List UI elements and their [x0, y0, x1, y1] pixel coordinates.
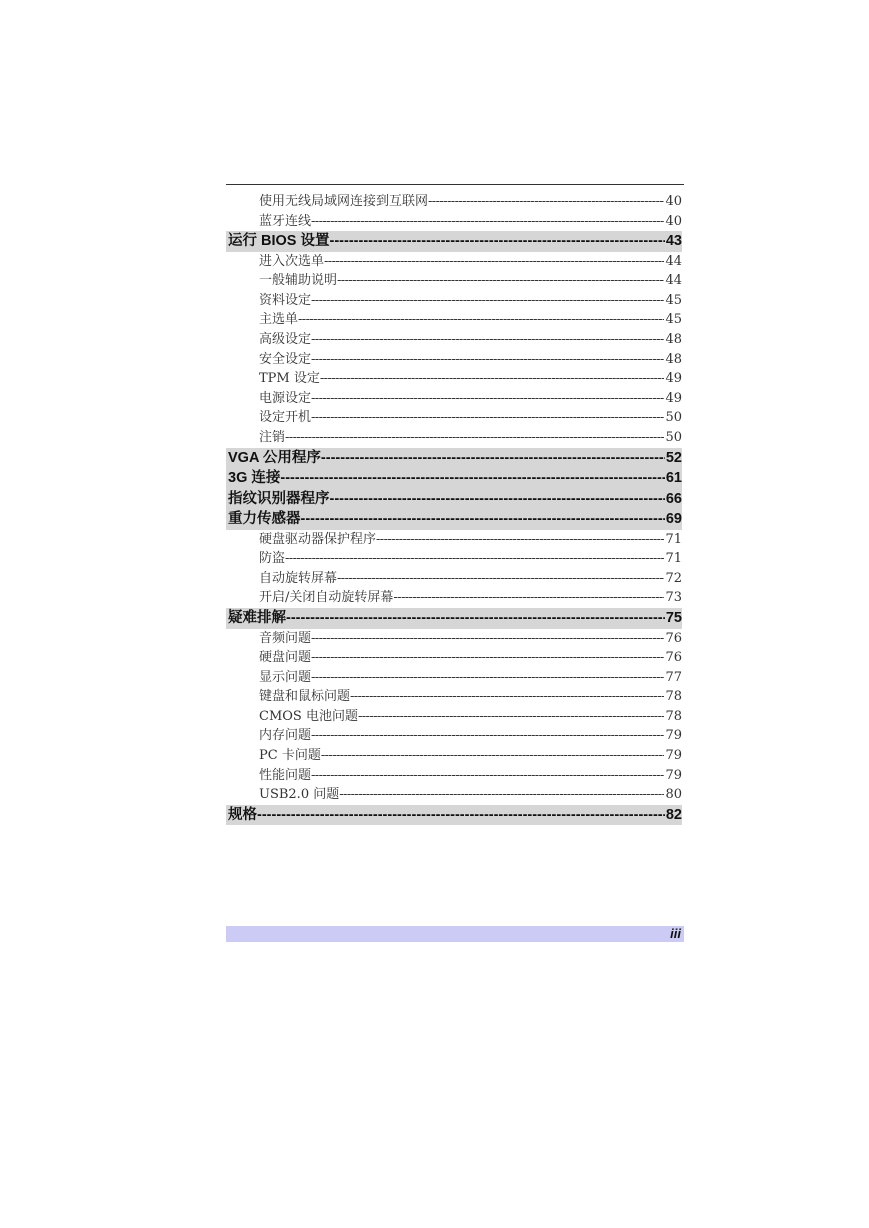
toc-entry-page-number: 78: [665, 708, 682, 724]
toc-entry-label: 硬盘驱动器保护程序: [259, 531, 377, 547]
toc-section-entry[interactable]: [226, 530, 682, 550]
toc-entry-label: 一般辅助说明: [259, 273, 338, 289]
toc-entry-page-number: 49: [665, 371, 682, 387]
table-of-contents: [226, 192, 682, 825]
toc-dot-leader: [285, 549, 664, 569]
toc-dot-leader: [298, 310, 664, 330]
toc-entry-page-number: 40: [665, 213, 682, 229]
toc-dot-leader: [311, 330, 664, 350]
toc-entry-page-number: 44: [665, 273, 682, 289]
toc-entry-page-number: 71: [665, 551, 682, 567]
toc-dot-leader: [321, 448, 665, 469]
toc-dot-leader: [321, 746, 665, 766]
toc-dot-leader: [376, 530, 664, 550]
toc-entry-page-number: 44: [665, 253, 682, 269]
toc-section-entry[interactable]: [226, 726, 682, 746]
toc-entry-label: 显示问题: [259, 669, 312, 685]
toc-dot-leader: [350, 687, 664, 707]
toc-dot-leader: [358, 707, 664, 727]
toc-section-entry[interactable]: [226, 687, 682, 707]
toc-section-entry[interactable]: [226, 408, 682, 428]
toc-entry-page-number: 52: [665, 449, 682, 466]
toc-section-entry[interactable]: [226, 588, 682, 608]
toc-dot-leader: [339, 785, 664, 805]
toc-entry-page-number: 45: [665, 292, 682, 308]
toc-entry-page-number: 49: [665, 390, 682, 406]
toc-section-entry[interactable]: [226, 271, 682, 291]
toc-dot-leader: [311, 389, 664, 409]
toc-entry-label: 指纹识别器程序: [228, 490, 330, 507]
toc-dot-leader: [311, 726, 664, 746]
toc-entry-page-number: 75: [665, 610, 682, 626]
toc-entry-page-number: 79: [665, 728, 682, 744]
toc-section-entry[interactable]: [226, 746, 682, 766]
toc-chapter-entry[interactable]: [226, 468, 682, 489]
toc-dot-leader: [311, 629, 664, 649]
toc-dot-leader: [286, 608, 665, 629]
toc-entry-page-number: 79: [665, 767, 682, 783]
toc-entry-label: VGA 公用程序: [228, 449, 321, 466]
toc-section-entry[interactable]: [226, 310, 682, 330]
toc-chapter-entry[interactable]: [226, 231, 682, 252]
toc-dot-leader: [337, 569, 664, 589]
toc-dot-leader: [311, 668, 664, 688]
toc-section-entry[interactable]: [226, 389, 682, 409]
toc-dot-leader: [330, 489, 665, 510]
toc-entry-page-number: 61: [665, 470, 682, 487]
toc-entry-page-number: 43: [665, 233, 682, 250]
toc-entry-label: 硬盘问题: [259, 650, 312, 666]
toc-entry-page-number: 48: [665, 332, 682, 348]
toc-entry-label: 自动旋转屏幕: [259, 570, 338, 586]
toc-entry-page-number: 72: [665, 570, 682, 586]
toc-dot-leader: [311, 408, 664, 428]
toc-entry-label: 蓝牙连线: [259, 213, 312, 229]
toc-entry-label: 电源设定: [259, 390, 312, 406]
toc-entry-label: 性能问题: [259, 767, 312, 783]
toc-dot-leader: [285, 428, 664, 448]
toc-dot-leader: [280, 468, 664, 489]
toc-section-entry[interactable]: [226, 707, 682, 727]
toc-section-entry[interactable]: [226, 648, 682, 668]
toc-chapter-entry[interactable]: [226, 509, 682, 530]
toc-chapter-entry[interactable]: [226, 489, 682, 510]
toc-entry-label: PC 卡问题: [259, 748, 321, 764]
toc-entry-label: 内存问题: [259, 728, 312, 744]
toc-section-entry[interactable]: [226, 212, 682, 232]
toc-entry-label: 重力传感器: [228, 511, 301, 528]
toc-section-entry[interactable]: [226, 330, 682, 350]
toc-section-entry[interactable]: [226, 252, 682, 272]
toc-entry-page-number: 48: [665, 351, 682, 367]
toc-entry-page-number: 76: [665, 650, 682, 666]
toc-entry-page-number: 78: [665, 689, 682, 705]
toc-chapter-entry[interactable]: [226, 805, 682, 826]
toc-entry-page-number: 80: [665, 787, 682, 803]
toc-entry-page-number: 66: [665, 490, 682, 507]
toc-chapter-entry[interactable]: [226, 608, 682, 629]
toc-entry-label: TPM 设定: [259, 371, 320, 387]
toc-section-entry[interactable]: [226, 369, 682, 389]
toc-section-entry[interactable]: [226, 785, 682, 805]
toc-section-entry[interactable]: [226, 428, 682, 448]
toc-section-entry[interactable]: [226, 350, 682, 370]
toc-dot-leader: [324, 252, 664, 272]
toc-entry-page-number: 45: [665, 312, 682, 328]
toc-entry-page-number: 50: [665, 410, 682, 426]
footer-bar: [226, 926, 684, 942]
toc-dot-leader: [311, 766, 664, 786]
toc-entry-label: 3G 连接: [228, 470, 281, 487]
toc-entry-label: 进入次选单: [259, 253, 325, 269]
toc-entry-label: 设定开机: [259, 410, 312, 426]
toc-section-entry[interactable]: [226, 549, 682, 569]
toc-section-entry[interactable]: [226, 766, 682, 786]
toc-entry-label: 开启/关闭自动旋转屏幕: [259, 590, 394, 606]
toc-dot-leader: [311, 648, 664, 668]
toc-dot-leader: [301, 509, 665, 530]
toc-dot-leader: [330, 231, 665, 252]
toc-dot-leader: [393, 588, 664, 608]
toc-entry-label: 音频问题: [259, 630, 312, 646]
toc-dot-leader: [311, 350, 664, 370]
toc-dot-leader: [428, 192, 664, 212]
toc-entry-label: 资料设定: [259, 292, 312, 308]
toc-entry-label: 注销: [259, 430, 286, 446]
toc-entry-label: 主选单: [259, 312, 299, 328]
toc-dot-leader: [320, 369, 665, 389]
toc-entry-page-number: 71: [665, 531, 682, 547]
toc-section-entry[interactable]: [226, 629, 682, 649]
toc-entry-label: 安全设定: [259, 351, 312, 367]
toc-chapter-entry[interactable]: [226, 448, 682, 469]
toc-section-entry[interactable]: [226, 291, 682, 311]
toc-entry-page-number: 79: [665, 748, 682, 764]
toc-entry-label: CMOS 电池问题: [259, 708, 358, 724]
toc-entry-label: 高级设定: [259, 332, 312, 348]
toc-dot-leader: [257, 805, 665, 826]
toc-entry-label: 运行 BIOS 设置: [228, 233, 330, 250]
footer-page-number: iii: [670, 926, 681, 941]
toc-entry-label: 防盗: [259, 551, 286, 567]
toc-section-entry[interactable]: [226, 668, 682, 688]
toc-entry-label: 键盘和鼠标问题: [259, 689, 351, 705]
toc-dot-leader: [311, 212, 664, 232]
toc-entry-label: 疑难排解: [228, 610, 286, 626]
toc-entry-page-number: 77: [665, 669, 682, 685]
toc-entry-page-number: 40: [665, 194, 682, 209]
toc-section-entry[interactable]: [226, 192, 682, 212]
toc-dot-leader: [337, 271, 664, 291]
top-rule: [226, 184, 684, 185]
toc-dot-leader: [311, 291, 664, 311]
toc-entry-page-number: 76: [665, 630, 682, 646]
toc-entry-page-number: 82: [665, 806, 682, 823]
toc-entry-label: 规格: [228, 806, 257, 823]
toc-entry-label: USB2.0 问题: [259, 787, 340, 803]
toc-entry-page-number: 69: [665, 511, 682, 528]
toc-entry-page-number: 73: [665, 590, 682, 606]
toc-entry-page-number: 50: [665, 430, 682, 446]
toc-entry-label: 使用无线局域网连接到互联网: [259, 194, 429, 209]
toc-section-entry[interactable]: [226, 569, 682, 589]
